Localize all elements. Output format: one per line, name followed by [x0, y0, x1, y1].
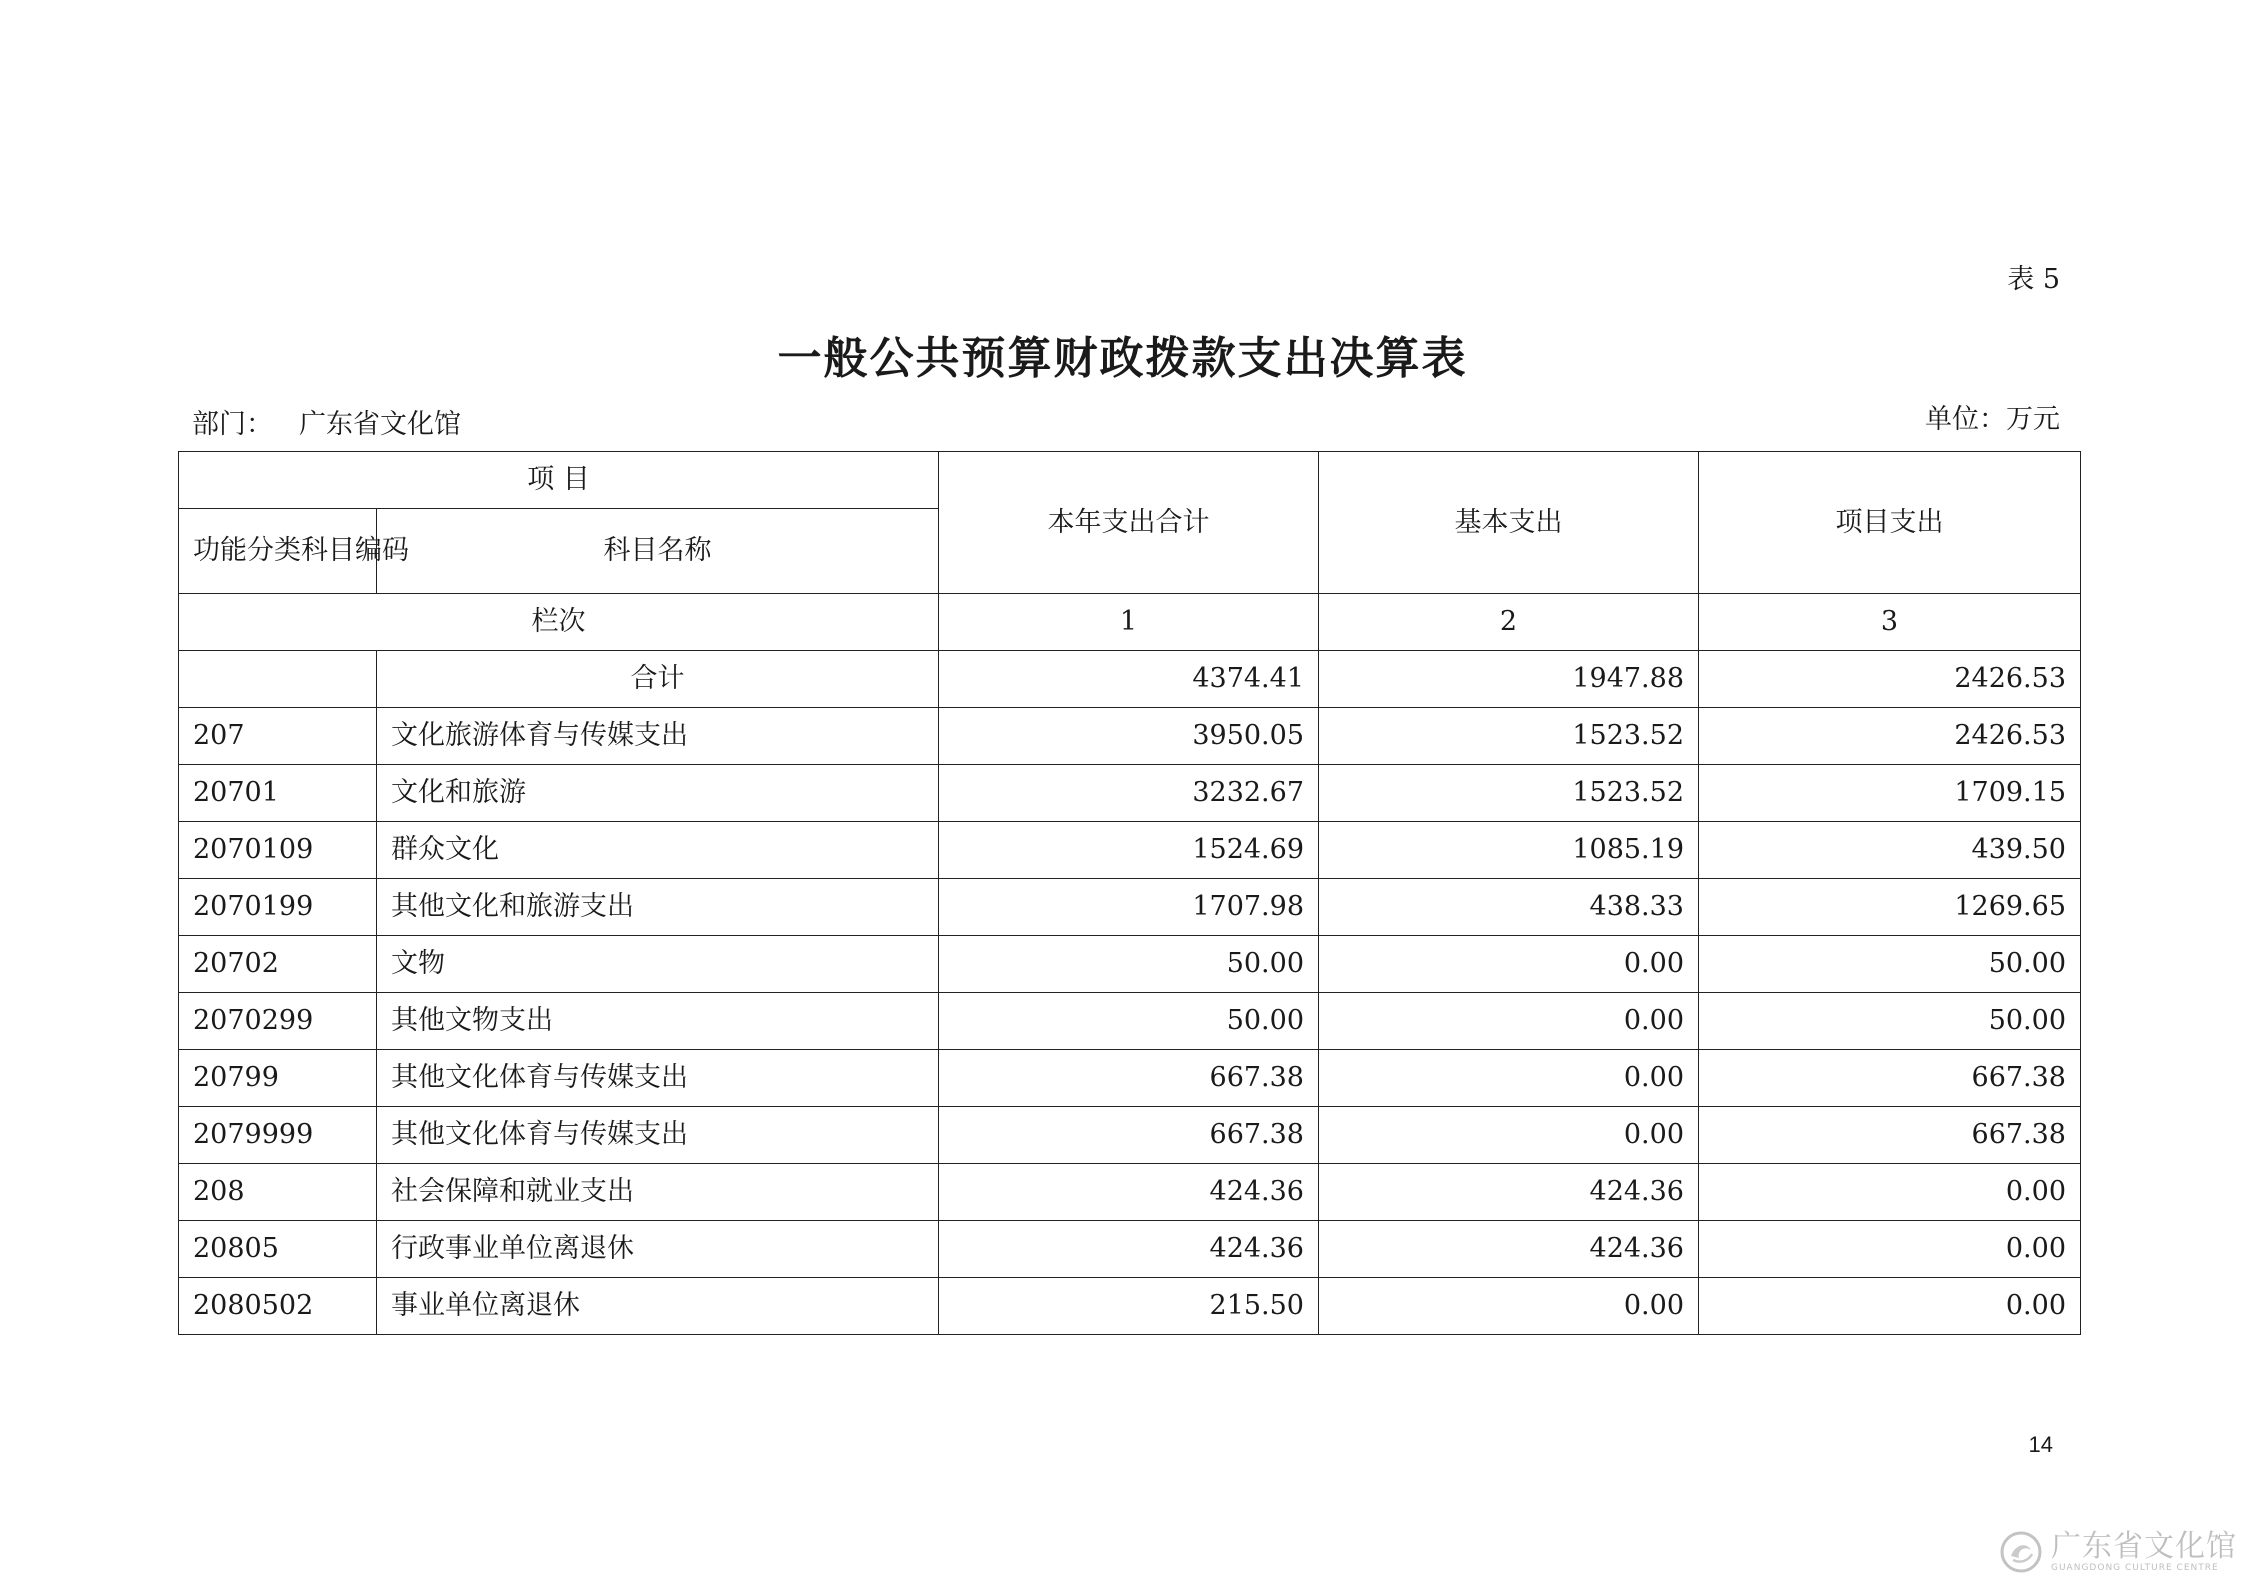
cell-code: 2070109 — [179, 822, 377, 879]
cell-name: 群众文化 — [377, 822, 939, 879]
cell-total: 1524.69 — [939, 822, 1319, 879]
header-name: 科目名称 — [377, 509, 939, 594]
cell-project: 667.38 — [1699, 1107, 2081, 1164]
cell-basic: 0.00 — [1319, 1050, 1699, 1107]
cell-code: 2080502 — [179, 1278, 377, 1335]
cell-basic: 0.00 — [1319, 936, 1699, 993]
table-row — [179, 1164, 2081, 1221]
table-row — [179, 936, 2081, 993]
culture-centre-logo-icon — [1999, 1530, 2043, 1574]
cell-total: 50.00 — [939, 993, 1319, 1050]
cell-basic: 1085.19 — [1319, 822, 1699, 879]
table-row — [179, 879, 2081, 936]
cell-code: 20701 — [179, 765, 377, 822]
cell-project: 2426.53 — [1699, 651, 2081, 708]
cell-name: 其他文化体育与传媒支出 — [377, 1050, 939, 1107]
table-row — [179, 993, 2081, 1050]
cell-project: 50.00 — [1699, 936, 2081, 993]
col-number-1: 1 — [939, 594, 1319, 651]
budget-table — [178, 451, 2081, 1335]
cell-code: 20805 — [179, 1221, 377, 1278]
cell-project: 667.38 — [1699, 1050, 2081, 1107]
department — [192, 402, 461, 441]
cell-name: 文物 — [377, 936, 939, 993]
cell-total: 3950.05 — [939, 708, 1319, 765]
cell-total: 667.38 — [939, 1107, 1319, 1164]
department-value: 广东省文化馆 — [299, 409, 461, 440]
cell-name: 事业单位离退休 — [377, 1278, 939, 1335]
cell-basic: 438.33 — [1319, 879, 1699, 936]
cell-code: 20702 — [179, 936, 377, 993]
cell-total: 424.36 — [939, 1164, 1319, 1221]
table-row — [179, 708, 2081, 765]
cell-basic: 0.00 — [1319, 1278, 1699, 1335]
table-row — [179, 1107, 2081, 1164]
page-number: 14 — [2028, 1432, 2053, 1457]
cell-project: 1269.65 — [1699, 879, 2081, 936]
unit-label: 单位：万元 — [1925, 404, 2060, 435]
cell-code: 2070299 — [179, 993, 377, 1050]
header-item-text: 项 目 — [527, 464, 590, 495]
table-number: 表 5 — [2007, 264, 2060, 295]
cell-total: 424.36 — [939, 1221, 1319, 1278]
watermark-text: 广东省文化馆 — [2051, 1529, 2237, 1564]
cell-code: 207 — [179, 708, 377, 765]
cell-project: 0.00 — [1699, 1278, 2081, 1335]
cell-name: 社会保障和就业支出 — [377, 1164, 939, 1221]
lanci-label: 栏次 — [179, 594, 939, 651]
cell-total: 50.00 — [939, 936, 1319, 993]
cell-name: 合计 — [377, 651, 939, 708]
table-row — [179, 1050, 2081, 1107]
cell-name: 其他文物支出 — [377, 993, 939, 1050]
cell-total: 4374.41 — [939, 651, 1319, 708]
table-row — [179, 765, 2081, 822]
cell-basic: 1947.88 — [1319, 651, 1699, 708]
cell-basic: 424.36 — [1319, 1164, 1699, 1221]
header-row-1 — [179, 452, 2081, 509]
cell-project: 2426.53 — [1699, 708, 2081, 765]
cell-code: 208 — [179, 1164, 377, 1221]
cell-project: 0.00 — [1699, 1164, 2081, 1221]
watermark-subtext: GUANGDONG CULTURE CENTRE — [2051, 1563, 2219, 1573]
watermark — [1999, 1530, 2237, 1574]
cell-name: 其他文化体育与传媒支出 — [377, 1107, 939, 1164]
cell-total: 215.50 — [939, 1278, 1319, 1335]
header-total: 本年支出合计 — [939, 452, 1319, 594]
col-number-3: 3 — [1699, 594, 2081, 651]
col-number-2: 2 — [1319, 594, 1699, 651]
table-row — [179, 1278, 2081, 1335]
cell-name: 文化和旅游 — [377, 765, 939, 822]
cell-project: 439.50 — [1699, 822, 2081, 879]
cell-total: 1707.98 — [939, 879, 1319, 936]
cell-code — [179, 651, 377, 708]
header-item — [179, 452, 939, 509]
header-project: 项目支出 — [1699, 452, 2081, 594]
header-basic: 基本支出 — [1319, 452, 1699, 594]
cell-basic: 0.00 — [1319, 993, 1699, 1050]
cell-total: 667.38 — [939, 1050, 1319, 1107]
department-label: 部门： — [192, 409, 273, 440]
table-row — [179, 822, 2081, 879]
cell-project: 50.00 — [1699, 993, 2081, 1050]
cell-project: 0.00 — [1699, 1221, 2081, 1278]
cell-total: 3232.67 — [939, 765, 1319, 822]
cell-name: 其他文化和旅游支出 — [377, 879, 939, 936]
table-row — [179, 1221, 2081, 1278]
cell-basic: 0.00 — [1319, 1107, 1699, 1164]
cell-project: 1709.15 — [1699, 765, 2081, 822]
cell-basic: 424.36 — [1319, 1221, 1699, 1278]
cell-code: 2070199 — [179, 879, 377, 936]
cell-name: 文化旅游体育与传媒支出 — [377, 708, 939, 765]
cell-name: 行政事业单位离退休 — [377, 1221, 939, 1278]
header-code: 功能分类科目编码 — [179, 509, 377, 594]
page-title: 一般公共预算财政拨款支出决算表 — [777, 333, 1468, 384]
lanci-row — [179, 594, 2081, 651]
table-row — [179, 651, 2081, 708]
cell-basic: 1523.52 — [1319, 708, 1699, 765]
cell-code: 2079999 — [179, 1107, 377, 1164]
cell-basic: 1523.52 — [1319, 765, 1699, 822]
cell-code: 20799 — [179, 1050, 377, 1107]
